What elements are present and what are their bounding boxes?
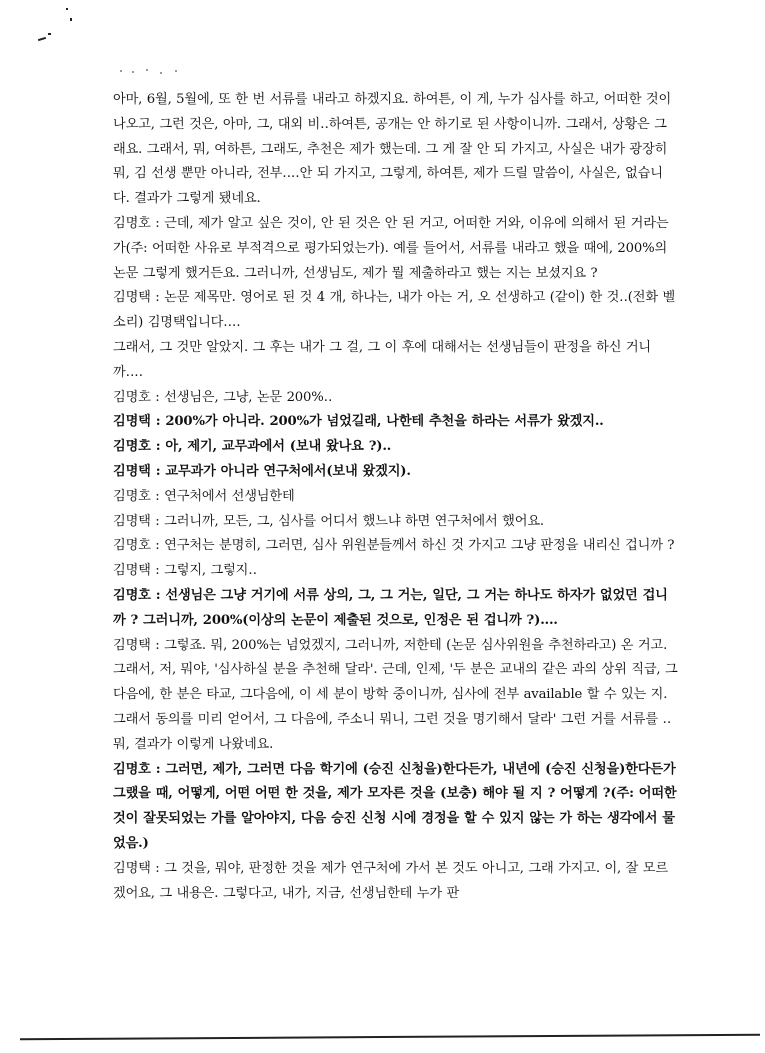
paragraph: 김명택 : 교무과가 아니라 연구처에서(보내 왔겠지). — [113, 463, 411, 479]
scan-speck — [66, 8, 68, 10]
scan-speck — [38, 37, 46, 41]
paragraph: 김명호 : 그러면, 제가, 그러면 다음 학기에 (승진 신청을)한다든가, 내년에 (승진 신청을)한다든가 그랬을 때, 어떻게, 어떤 어떤 한 것을, 제가 모자른 것을 (보충) 해야 될 지 ? 어떻게 ?(주: 어떠한 것이 잘못되었는 가를 알아야지, 다음 승진 신청 시에 경정을 할 수 있지 않는 가 하는 생각에서 물었음.) — [113, 761, 677, 851]
page-bottom-rule — [20, 1034, 760, 1041]
paragraph: 김명택 : 그 것을, 뭐야, 판정한 것을 제가 연구처에 가서 본 것도 아니고, 그래 가지고. 이, 잘 모르겠어요, 그 내용은. 그렇다고, 내가, 지금, 선생님한테 누가 판 — [113, 860, 668, 901]
paragraph: 김명택 : 논문 제목만. 영어로 된 것 4 개, 하나는, 내가 아는 거, 오 선생하고 (같이) 한 것‥(전화 벨 소리) 김명택입니다‥‥ — [113, 290, 676, 331]
paragraph: 김명호 : 선생님은 그냥 거기에 서류 상의, 그, 그 거는, 일단, 그 거는 하나도 하자가 없었던 겁니까 ? 그러니까, 200%(이상의 논문이 제출된 것으로, 인정은 된 겁니까 ?)‥‥ — [113, 587, 668, 628]
paragraph: 김명호 : 연구처에서 선생님한테 — [113, 488, 295, 504]
paragraph: 김명택 : 그렇죠. 뭐, 200%는 넘었겠지, 그러니까, 저한테 (논문 심사위원을 추천하라고) 온 거고. 그래서, 저, 뭐야, '심사하실 분을 추천해 달라'. 근데, 인제, '두 분은 교내의 같은 과의 상위 직급, 그 다음에, 한 분은 타교, 그다음에, 이 세 분이 방학 중이니까, 심사에 전부 available 할 수 있는 지. 그래서 동의를 미리 얻어서, 그 다음에, 주소니 뭐니, 그런 것을 명기해서 달라' 그런 거를 서류를 ‥ 뭐, 결과가 이렇게 나왔네요. — [113, 637, 678, 752]
paragraph: 아마, 6월, 5월에, 또 한 번 서류를 내라고 하겠지요. 하여튼, 이 게, 누가 심사를 하고, 어떠한 것이 나오고, 그런 것은, 아마, 그, 대외 비‥하여튼, 공개는 안 하기로 된 사항이니까. 그래서, 상황은 그래요. 그래서, 뭐, 여하튼, 그래도, 추천은 제가 했는데. 그 게 잘 안 되 가지고, 사실은 내가 광장히 뭐, 김 선생 뿐만 아니라, 전부‥‥안 되 가지고, 그렇게, 하여튼, 제가 드릴 말씀이, 사실은, 없습니다. 결과가 그렇게 됐네요. — [113, 92, 672, 207]
paragraph: 김명택 : 그러니까, 모든, 그, 심사를 어디서 했느냐 하면 연구처에서 했어요. — [113, 513, 544, 529]
paragraph: 김명호 : 연구처는 분명히, 그러면, 심사 위원분들께서 하신 것 가지고 그냥 판정을 내리신 겁니까 ? — [113, 538, 675, 554]
scan-speck — [70, 18, 72, 21]
paragraph: 그래서, 그 것만 알았지. 그 후는 내가 그 걸, 그 이 후에 대해서는 선생님들이 판정을 하신 거니까‥‥ — [113, 339, 652, 380]
paragraph: 김명호 : 근데, 제가 알고 싶은 것이, 안 된 것은 안 된 거고, 어떠한 거와, 이유에 의해서 된 거라는가(주: 어떠한 사유로 부적격으로 평가되었는가). 예를 들어서, 서류를 내라고 했을 때에, 200%의 논문 그렇게 했거든요. 그러니까, 선생님도, 제가 뭘 제출하라고 했는 지는 보셨지요 ? — [113, 215, 669, 281]
paragraph: 김명호 : 아, 제기, 교무과에서 (보내 왔나요 ?)‥ — [113, 439, 392, 455]
transcript-body — [113, 88, 679, 906]
scan-noise — [120, 66, 190, 76]
paragraph: 김명호 : 선생님은, 그냥, 논문 200%‥ — [113, 389, 333, 405]
paragraph: 김명택 : 200%가 아니라. 200%가 넘었길래, 나한테 추천을 하라는 서류가 왔겠지‥ — [113, 414, 604, 430]
paragraph: 김명택 : 그렇지, 그렇지‥ — [113, 563, 257, 579]
scan-speck — [48, 33, 51, 35]
